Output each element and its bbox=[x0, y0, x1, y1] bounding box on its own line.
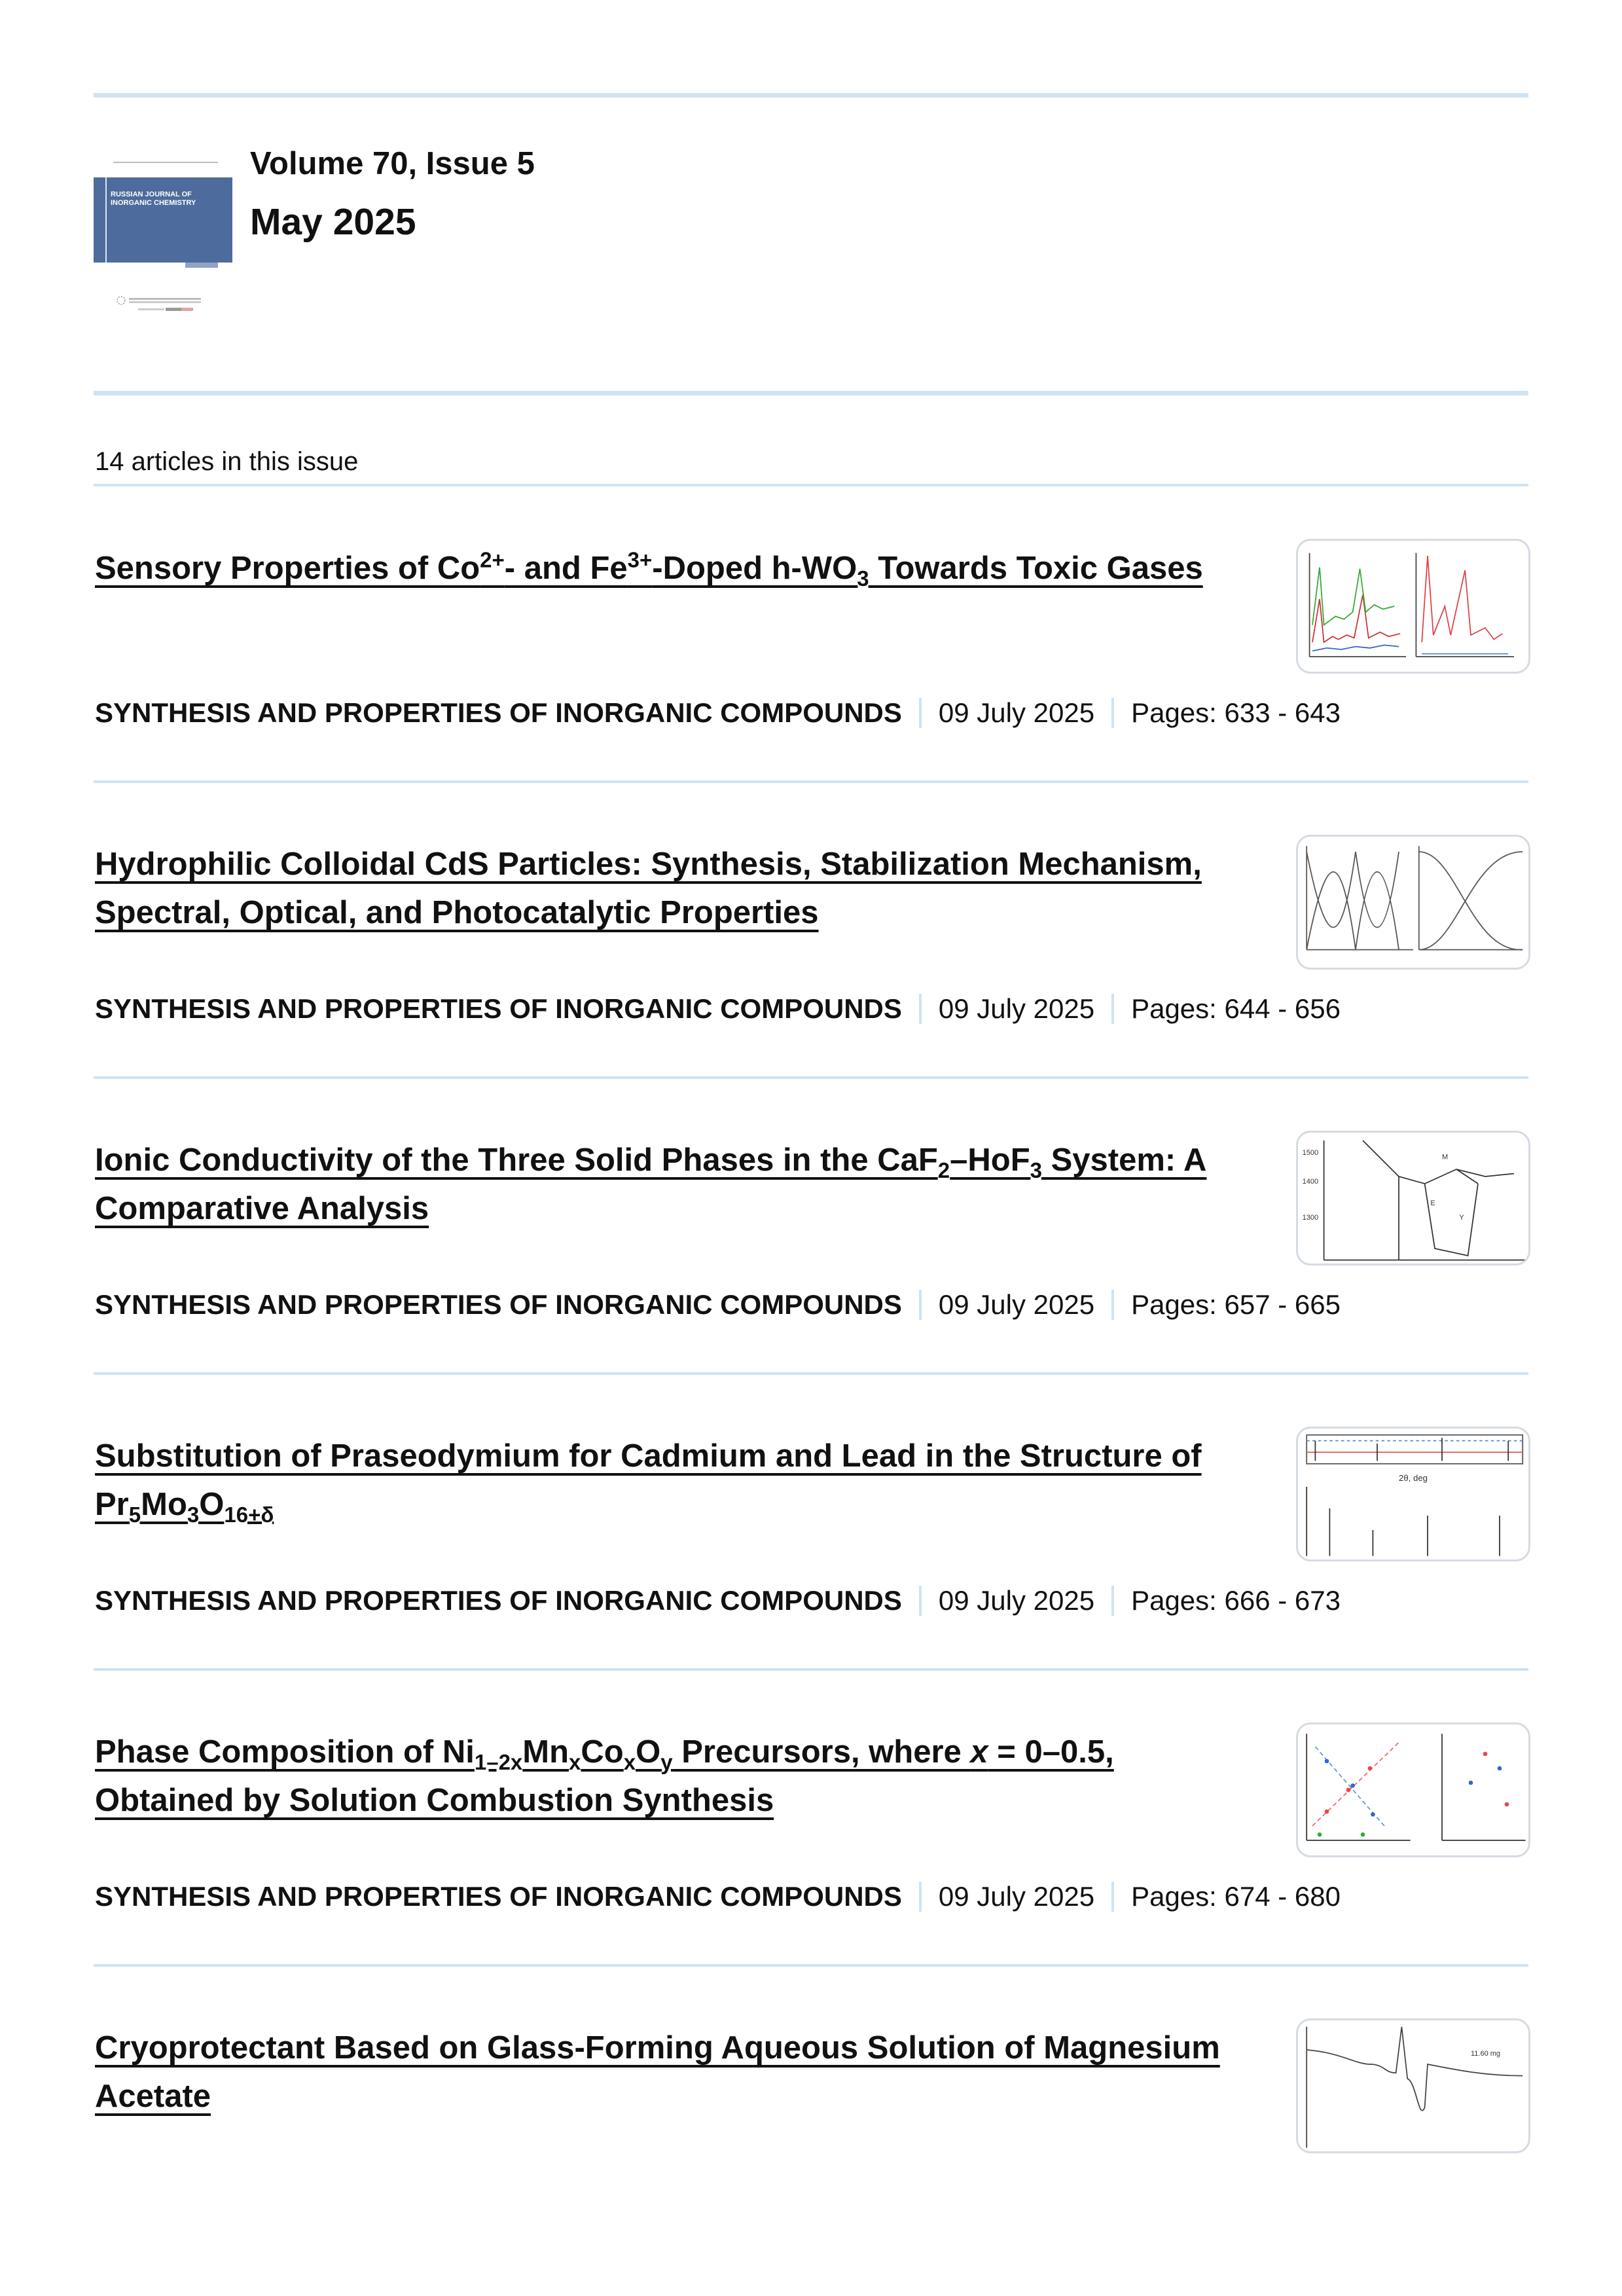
title-subscript: 1–2x bbox=[474, 1749, 523, 1774]
article-date: 09 July 2025 bbox=[938, 697, 1095, 728]
meta-separator bbox=[919, 994, 922, 1024]
cover-tab bbox=[185, 263, 218, 268]
article-item bbox=[0, 1374, 1622, 1670]
article-title-link[interactable] bbox=[95, 1438, 1202, 1527]
article-item bbox=[0, 1670, 1622, 1966]
meta-separator bbox=[919, 1882, 922, 1912]
article-date: 09 July 2025 bbox=[938, 1881, 1095, 1912]
title-text: = 0–0.5, Obtained by Solution Combustion Synthesis bbox=[95, 1734, 1114, 1818]
title-subscript: 5 bbox=[128, 1502, 141, 1527]
article-pages: Pages: 657 - 665 bbox=[1131, 1289, 1341, 1320]
title-subscript: 3 bbox=[1030, 1157, 1042, 1182]
article-title-link[interactable] bbox=[95, 2030, 1220, 2114]
title-text: System: A Comparative Analysis bbox=[95, 1142, 1207, 1226]
cover-journal-title: RUSSIAN JOURNAL OF INORGANIC CHEMISTRY bbox=[111, 191, 196, 207]
article-pages: Pages: 674 - 680 bbox=[1131, 1881, 1341, 1912]
title-text: Substitution of Praseodymium for Cadmium and Lead in the Structure of Pr bbox=[95, 1438, 1202, 1522]
cover-stripe bbox=[105, 177, 107, 263]
article-title bbox=[95, 544, 1234, 592]
title-subscript: 3 bbox=[187, 1502, 200, 1527]
meta-separator bbox=[919, 1290, 922, 1320]
article-category: SYNTHESIS AND PROPERTIES OF INORGANIC COMPOUNDS bbox=[95, 1289, 902, 1320]
title-subscript: 16+δ bbox=[224, 1502, 274, 1527]
article-category: SYNTHESIS AND PROPERTIES OF INORGANIC COMPOUNDS bbox=[95, 993, 902, 1024]
cover-panel bbox=[94, 177, 232, 263]
article-thumbnail[interactable] bbox=[1296, 1427, 1530, 1561]
issue-date: May 2025 bbox=[250, 201, 416, 243]
title-text: Co bbox=[581, 1734, 624, 1770]
article-date: 09 July 2025 bbox=[938, 1585, 1095, 1616]
article-pages: Pages: 644 - 656 bbox=[1131, 993, 1341, 1024]
title-text: Towards Toxic Gases bbox=[869, 551, 1203, 586]
article-title-link[interactable] bbox=[95, 847, 1202, 930]
article-title-link[interactable] bbox=[95, 1734, 1114, 1818]
title-subscript: 2 bbox=[937, 1157, 950, 1182]
meta-separator bbox=[1111, 1586, 1114, 1616]
meta-separator bbox=[1111, 994, 1114, 1024]
issue-volume: Volume 70, Issue 5 bbox=[250, 146, 535, 181]
title-text: Phase Composition of Ni bbox=[95, 1734, 475, 1770]
title-italic: x bbox=[970, 1734, 988, 1770]
article-thumbnail[interactable] bbox=[1296, 539, 1530, 674]
article-meta bbox=[95, 697, 1341, 729]
article-title bbox=[95, 840, 1234, 937]
article-date: 09 July 2025 bbox=[938, 993, 1095, 1024]
title-text: Precursors, where bbox=[672, 1734, 971, 1770]
article-title bbox=[95, 1432, 1234, 1529]
article-category: SYNTHESIS AND PROPERTIES OF INORGANIC COMPOUNDS bbox=[95, 1585, 902, 1616]
article-pages: Pages: 666 - 673 bbox=[1131, 1585, 1341, 1616]
article-meta bbox=[95, 1289, 1341, 1321]
title-superscript: 3+ bbox=[627, 547, 653, 572]
title-text: Hydrophilic Colloidal CdS Particles: Synthesis, Stabilization Mechanism, Spectral, Optical, and Photocatalytic Properties bbox=[95, 847, 1202, 930]
svg-text:Y: Y bbox=[1459, 1214, 1464, 1222]
meta-separator bbox=[919, 698, 922, 728]
title-text: –HoF bbox=[950, 1142, 1030, 1178]
meta-separator bbox=[1111, 1882, 1114, 1912]
svg-text:1300: 1300 bbox=[1302, 1214, 1319, 1222]
title-text: -Doped h-WO bbox=[652, 551, 857, 586]
article-thumbnail[interactable] bbox=[1296, 2018, 1530, 2153]
meta-separator bbox=[1111, 1290, 1114, 1320]
article-thumbnail[interactable] bbox=[1296, 1131, 1530, 1266]
article-item bbox=[0, 782, 1622, 1078]
title-subscript: 3 bbox=[857, 566, 869, 591]
title-text: Mo bbox=[141, 1487, 187, 1522]
svg-text:1500: 1500 bbox=[1302, 1149, 1319, 1157]
top-divider bbox=[94, 93, 1528, 98]
title-text: Ionic Conductivity of the Three Solid Phases in the CaF bbox=[95, 1142, 938, 1178]
svg-text:2θ, deg: 2θ, deg bbox=[1399, 1473, 1428, 1484]
svg-text:E: E bbox=[1430, 1199, 1435, 1207]
meta-separator bbox=[919, 1586, 922, 1616]
publisher-logo bbox=[112, 295, 217, 314]
title-superscript: 2+ bbox=[480, 547, 505, 572]
article-meta bbox=[95, 1881, 1341, 1912]
article-title-link[interactable] bbox=[95, 547, 1203, 591]
article-title bbox=[95, 1136, 1234, 1233]
title-subscript: x bbox=[623, 1749, 636, 1774]
article-title bbox=[95, 2024, 1234, 2121]
article-meta bbox=[95, 993, 1341, 1025]
meta-separator bbox=[1111, 698, 1114, 728]
article-thumbnail[interactable] bbox=[1296, 835, 1530, 970]
cover-header bbox=[113, 162, 218, 168]
svg-text:M: M bbox=[1442, 1153, 1449, 1161]
article-title-link[interactable] bbox=[95, 1142, 1206, 1226]
article-item bbox=[0, 1966, 1622, 2262]
article-item bbox=[0, 1078, 1622, 1374]
header-divider bbox=[94, 391, 1528, 395]
journal-cover-image[interactable] bbox=[94, 158, 232, 324]
title-text: Mn bbox=[522, 1734, 569, 1770]
title-text: O bbox=[636, 1734, 661, 1770]
article-pages: Pages: 633 - 643 bbox=[1131, 697, 1341, 728]
article-count: 14 articles in this issue bbox=[95, 447, 359, 476]
article-item bbox=[0, 486, 1622, 782]
article-thumbnail[interactable] bbox=[1296, 1722, 1530, 1857]
title-text: Cryoprotectant Based on Glass-Forming Aqueous Solution of Magnesium Acetate bbox=[95, 2030, 1220, 2114]
title-text: Sensory Properties of Co bbox=[95, 551, 480, 586]
article-title bbox=[95, 1728, 1234, 1825]
article-meta bbox=[95, 1585, 1341, 1616]
title-text: O bbox=[199, 1487, 225, 1522]
title-subscript: y bbox=[660, 1749, 673, 1774]
article-category: SYNTHESIS AND PROPERTIES OF INORGANIC COMPOUNDS bbox=[95, 1881, 902, 1912]
article-date: 09 July 2025 bbox=[938, 1289, 1095, 1320]
article-category: SYNTHESIS AND PROPERTIES OF INORGANIC COMPOUNDS bbox=[95, 697, 902, 728]
svg-text:11.60 mg: 11.60 mg bbox=[1471, 2049, 1501, 2058]
svg-text:1400: 1400 bbox=[1302, 1178, 1319, 1186]
title-subscript: x bbox=[569, 1749, 581, 1774]
title-text: - and Fe bbox=[504, 551, 628, 586]
